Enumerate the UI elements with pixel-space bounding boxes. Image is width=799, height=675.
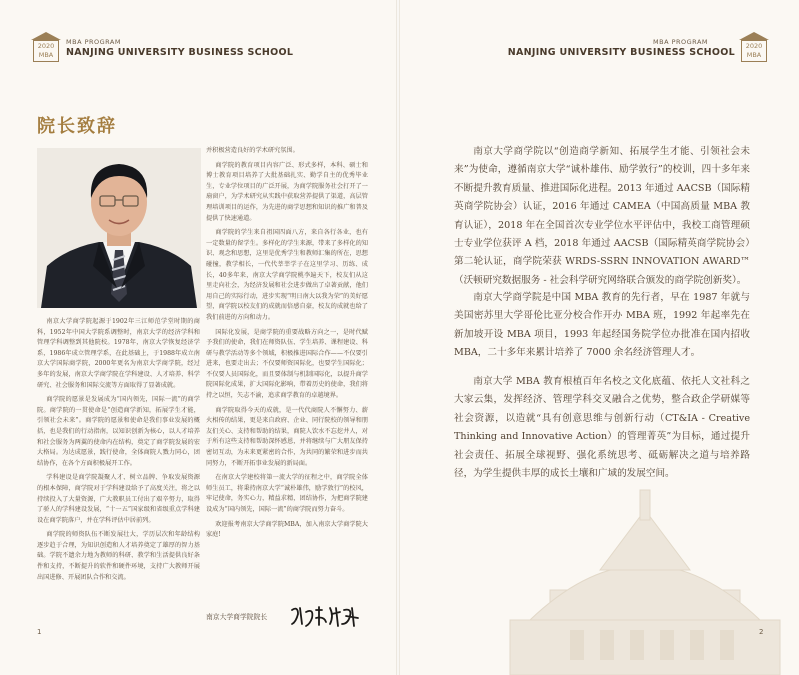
handwritten-signature	[288, 604, 362, 628]
message-paragraph: 商学院的教育项目内容广泛、形式多样，本科、硕士和博士教育项目培养了大批基础扎实、勤学自主的优秀毕业生，专业学位项目的广泛开展，为商学院服务社会打开了一扇窗户，为学术研究从实践中获取营养提供了渠道，高层管理培训项目的运作，为先进的商学思想和知识的推广和普及提供了快速通道。	[206, 161, 368, 222]
left-page	[0, 0, 396, 675]
badge-label: MBA	[746, 51, 762, 59]
badge-year: 2020	[745, 42, 763, 50]
message-column-1	[37, 317, 200, 587]
message-paragraph: 国际化发展，是商学院的重要战略方向之一，是时代赋予我们的使命，我们在师资队伍、学生培养、课程建设、科研与教学活动等多个领域，积极推进国际合作——不仅要引进来，也要走出去；不仅要师资国际化，也要学生国际化；不仅要人员国际化，而且要体制与机制国际化，以提升商学院国际化成果，扩大国际化影响，带着历史的使命，我们将持之以恒，矢志不渝，追求商学教育的卓越境界。	[206, 328, 368, 400]
message-paragraph: 在南京大学建校将第一流大学的征程之中，商学院全体师生员工，将秉持南京大学“诚朴雄伟，励学敦行”的校风，牢记使命，务实心力，精益求精，团结协作，为把商学院建设成为“国内领先，国际一流”的商学院而努力奋斗。	[206, 474, 368, 513]
header-program: MBA PROGRAM	[66, 38, 121, 46]
message-paragraph: 商学院的师资队伍不断发展壮大，学历层次和年龄结构逐步趋于合理，为知识创造和人才培养奠定了雄厚的智力基础。学院不遗余力地为教师的科研、教学和生活提供良好条件和支持，不断提升的软件和硬件环境，支持广大教师开展出国进修、开展团队合作和交流。	[37, 531, 200, 581]
intro-paragraph: 南京大学 MBA 教育根植百年名校之文化底蕴、依托人文社科之大家云集，发挥经济、管理学科交叉融合之优势，整合政企学研媒等社会资源，以造就“具有创意思维与创新行动（CT&IA - Creative Thinking and Innovative Action）的管理菁英”为目标，通过提升社会责任、拓展全球视野、强化系统思考、砥砺解决之道与培养路径，为学生提供丰厚的成长土壤和广域的发展空间。	[454, 376, 750, 480]
badge-year: 2020	[37, 42, 55, 50]
intro-paragraph-2	[454, 289, 750, 363]
message-paragraph: 商学院的学生来自祖国四面八方，来自各行各业，也有一定数量的留学生。多样化的学生来源，带来了多样化的知识、观念和思想，这里是优秀学生和教师汇集的所在，思想碰撞，教学相长，一代代莘莘学子在这里学习、历练、成长，40多年来，南京大学商学院桃李遍天下，校友们从这里走向社会，为经济发展和社会进步做出了卓著贡献，他们用自己的实际行动，进步实现“明日南大以我为荣”的美好愿望，商学院以校友们的成就而倍感自豪，校友的成就也给了我们前进的方向和动力。	[206, 229, 368, 321]
message-paragraph: 欢迎报考南京大学商学院MBA，加入南京大学商学院大家庭!	[206, 520, 368, 539]
page-number: 1	[37, 628, 42, 636]
message-paragraph: 商学院的愿景是发展成为“国内领先，国际一流”的商学院。商学院的一贯使命是“创造商学新知，拓展学生才能，引领社会未来”。商学院的愿景和使命是我们事业发展的概括，也是我们的行动指南，以知识创新为核心，以人才培养和社会服务为两翼的使命内在结构，奠定了商学院发展的宏大格局。为达成愿景，践行使命，全体商院人戮力同心，团结协作，在各个方面积极展开工作。	[37, 396, 200, 467]
header-school: NANJING UNIVERSITY BUSINESS SCHOOL	[66, 47, 294, 58]
page-number-right: 2	[759, 628, 764, 636]
dean-portrait	[37, 148, 201, 308]
message-paragraph: 南京大学商学院起源于1902年三江师范学堂时期的商科，1952年中国大学院系调整时，南京大学的经济学科和管理学科调整到其他院校。1978年，南京大学恢复经济学系，1986年成立管理学系，在此基础上，于1988年成立南京大学国际商学院，2000年更名为南京大学商学院，经过多年的发展，南京大学商学院在学科建设、人才培养、科学研究、社会服务和国际交流等方面取得了显著成就。	[37, 318, 200, 389]
dean-portrait-illustration	[37, 148, 201, 308]
message-paragraph: 并积极营造良好的学术研究氛围。	[206, 147, 299, 154]
message-paragraph: 商学院取得今天的成就，是一代代商院人不懈努力、薪火相传的结果，更是来自政府、企业、同行院校的领导和朋友们关心、支持和帮助的结果，商院人饮水不忘挖井人，对于所有这些支持和帮助深怀感恩，并将继续与广大朋友保持密切互动，为未来更紧密的合作，为共同的繁荣和进步而共同努力，不断开拓事业发展的新局面。	[206, 406, 368, 467]
mba-2020-badge	[31, 32, 61, 62]
signature-line: 南京大学商学院院长	[206, 613, 268, 621]
intro-paragraph: 南京大学商学院以“创造商学新知、拓展学生才能、引领社会未来”为使命，遵循南京大学“诚朴雄伟、励学敦行”的校训，四十多年来不断提升教育质量、推进国际化进程。2013 年通过 AACSB（国际精英商学院协会）认证，2016 年通过 CAMEA（中国高质量 MBA 教育认证），2018 年在全国首次专业学位水平评估中，我校工商管理硕士专业学位获评 A 档，2018 年通过 AACSB（国际精英商学院协会）第二轮认证，商学院荣获 WRDS-SSRN INNOVATION AWARD™（沃顿研究数据服务 - 社会科学研究网络联合颁发的商学院创新奖）。	[454, 146, 750, 286]
message-paragraph: 学科建设是商学院凝聚人才、树立品牌、争取发展资源的根本保障，商学院对于学科建设给予了高度关注，将之以持续投入了大量资源，广大教职员工付出了艰辛努力，取得了骄人的学科建设发展，“十一五”国家级和省级重点学科建设在商学院落户，并在学科评估中居前列。	[37, 474, 200, 524]
intro-paragraph-1	[454, 143, 750, 290]
message-column-2	[206, 146, 368, 545]
building-watermark	[490, 470, 799, 675]
header-school-right: NANJING UNIVERSITY BUSINESS SCHOOL	[507, 47, 735, 58]
intro-paragraph: 南京大学商学院是中国 MBA 教育的先行者，早在 1987 年就与美国密苏里大学哥伦比亚分校合作开办 MBA 班，1992 年起率先在新加坡开设 MBA 项目，1993 年起经国务院学位办批准在国内招收 MBA，二十多年来累计培养了 7000 余名经济管理人才。	[454, 292, 750, 359]
mba-2020-badge-right	[739, 32, 769, 62]
badge-label: MBA	[38, 51, 54, 59]
page-title: 院长致辞	[37, 116, 117, 137]
right-page: MBA PROGRAM NANJING UNIVERSITY BUSINESS SCHOOL 2020 MBA 南京大学商学院以“创造商学新知、拓展学生才能、引领社会未来”为使命，遵循南京大学“诚朴雄伟、励学敦行”的校训，四十多年来不断提升教育质量、推进国际化进程。2013 年通过 AACSB（国际精英商学院协会）认证，2016 年通过 CAMEA（中国高质量 MBA 教育认证），2018 年在全国首次专业学位水平评估中，我校工商管理硕士专业学位获评 A 档，2018 年通过 AACSB（国际精英商学院协会）第二轮认证，商学院荣获 WRDS-SSRN INNOVATION AWARD™（沃顿研究数据服务 - 社会科学研究网络联合颁发的商学院创新奖）。 南京大学商学院是中国 MBA 教育的先行者，早在 1987 年就与美国密苏里大学哥伦比亚分校合作开办 MBA 班，1992 年起率先在新加坡开设 MBA 项目，1993 年起经国务院学位办批准在国内招收 MBA，二十多年来累计培养了 7000 余名经济管理人才。 南京大学 MBA 教育根植百年名校之文化底蕴、依托人文社科之大家云集，发挥经济、管理学科交叉融合之优势，整合政企学研媒等社会资源，以造就“具有创意思维与创新行动（CT&IA - Creative Thinking and Innovative Action）的管理菁英”为目标，通过提升社会责任、拓展全球视野、强化系统思考、砥砺解决之道与培养路径，为学生提供丰厚的成长土壤和广域的发展空间。 2	[400, 0, 799, 675]
intro-paragraph-3	[454, 373, 750, 483]
